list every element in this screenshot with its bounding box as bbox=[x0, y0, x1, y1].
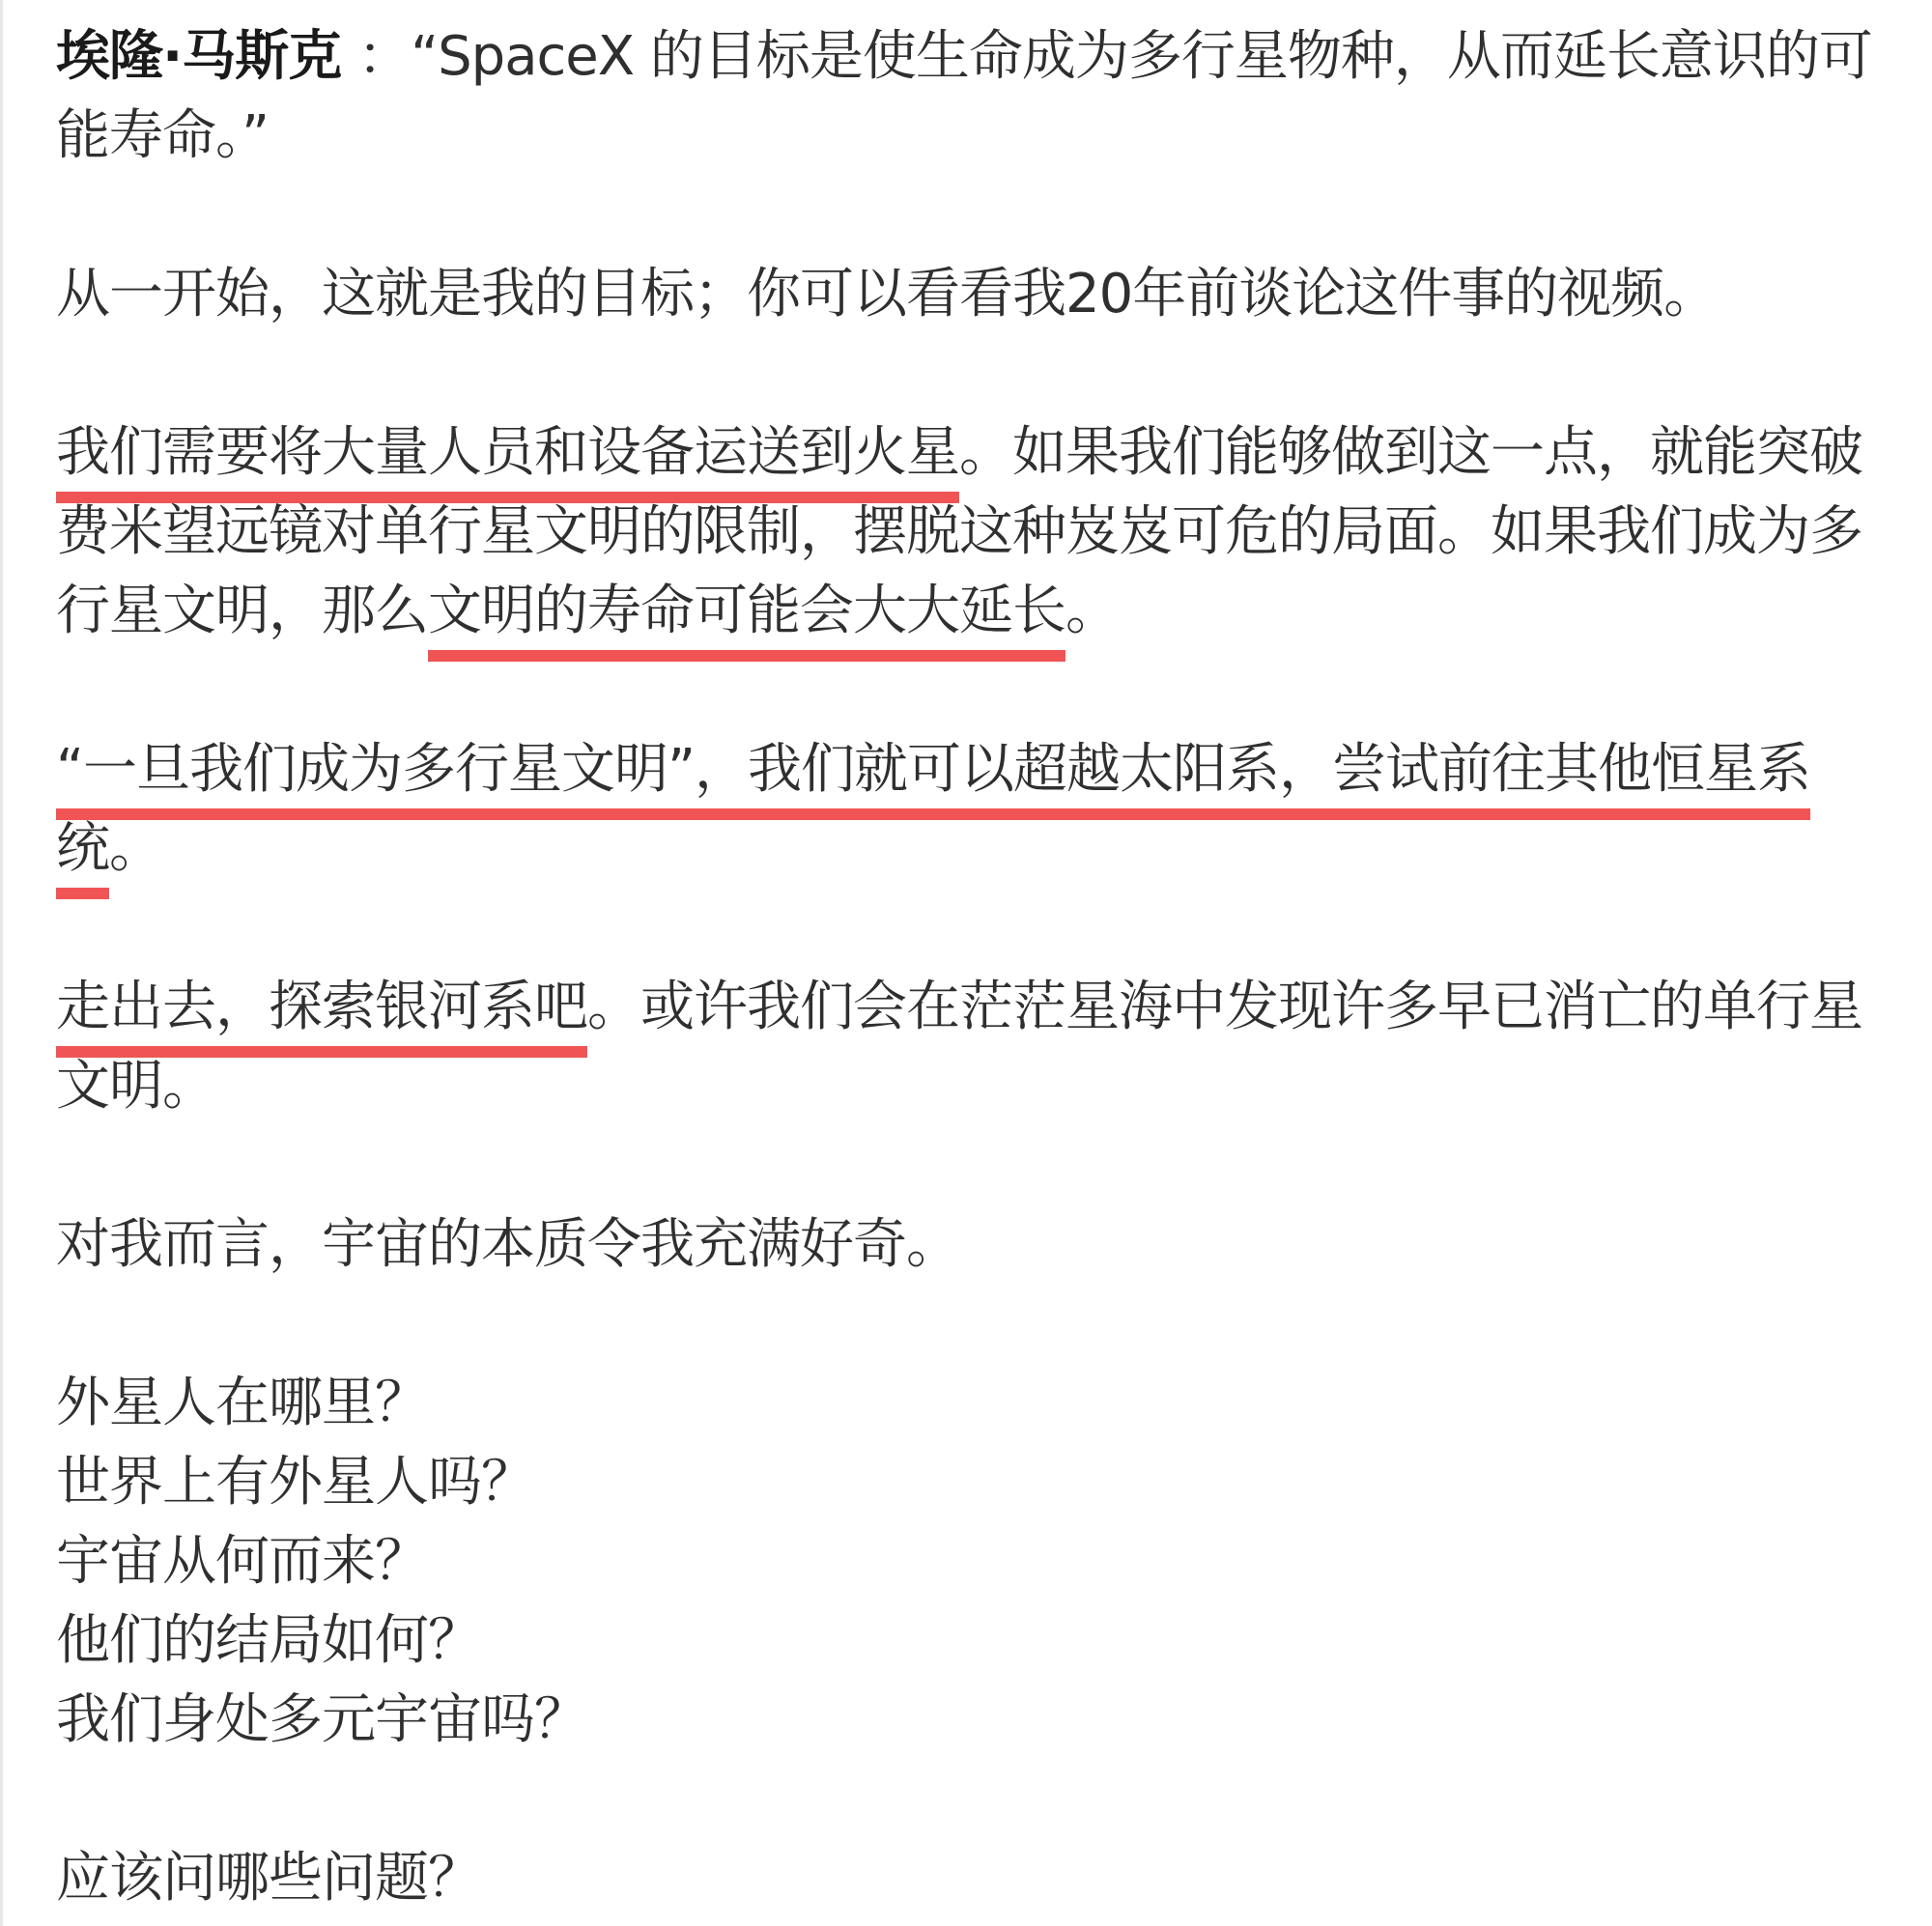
quote-paragraph bbox=[56, 17, 1891, 176]
highlighted-beyond: “一旦我们成为多行星文明”，我们就可以超越太阳系，尝试前往其他恒星系统 bbox=[56, 738, 1811, 880]
quote-separator: ： bbox=[341, 25, 412, 88]
question-item: 他们的结局如何？ bbox=[56, 1609, 481, 1672]
explore-paragraph-rest: 。或许我们会在茫茫星海中发现许多早已消亡的单行星文明。 bbox=[56, 976, 1862, 1118]
question-item: 我们身处多元宇宙吗？ bbox=[56, 1688, 587, 1751]
quote-author: 埃隆·马斯克 bbox=[56, 25, 342, 88]
beyond-paragraph bbox=[56, 730, 1891, 889]
post-content bbox=[56, 17, 1891, 1918]
question-item: 宇宙从何而来？ bbox=[56, 1530, 428, 1593]
question-item: 外星人在哪里？ bbox=[56, 1372, 428, 1434]
mars-paragraph-rest: 。如果我们能够做到这一点，就能突破费米望远镜对单行星文明的限制，摆脱这种岌岌可危的局面。如果我们成为多行星文明，那么 bbox=[56, 421, 1862, 642]
quote-text: “SpaceX 的目标是使生命成为多行星物种，从而延长意识的可能寿命。” bbox=[56, 25, 1872, 167]
page-left-border bbox=[0, 0, 3, 1926]
question-list bbox=[56, 1364, 1891, 1760]
highlighted-explore: 走出去，探索银河系吧 bbox=[56, 976, 587, 1038]
closing-question: 应该问哪些问题？ bbox=[56, 1847, 481, 1910]
question-item: 世界上有外星人吗？ bbox=[56, 1451, 534, 1514]
lifespan-end: 。 bbox=[1065, 580, 1119, 642]
goal-paragraph: 从一开始，这就是我的目标；你可以看看我20年前谈论这件事的视频。 bbox=[56, 263, 1718, 326]
beyond-end: 。 bbox=[109, 817, 162, 880]
highlighted-lifespan: 文明的寿命可能会大大延长 bbox=[428, 580, 1065, 642]
explore-paragraph bbox=[56, 968, 1891, 1126]
mars-paragraph bbox=[56, 413, 1891, 651]
curiosity-paragraph: 对我而言，宇宙的本质令我充满好奇。 bbox=[56, 1213, 959, 1276]
highlighted-mars: 我们需要将大量人员和设备运送到火星 bbox=[56, 421, 959, 484]
